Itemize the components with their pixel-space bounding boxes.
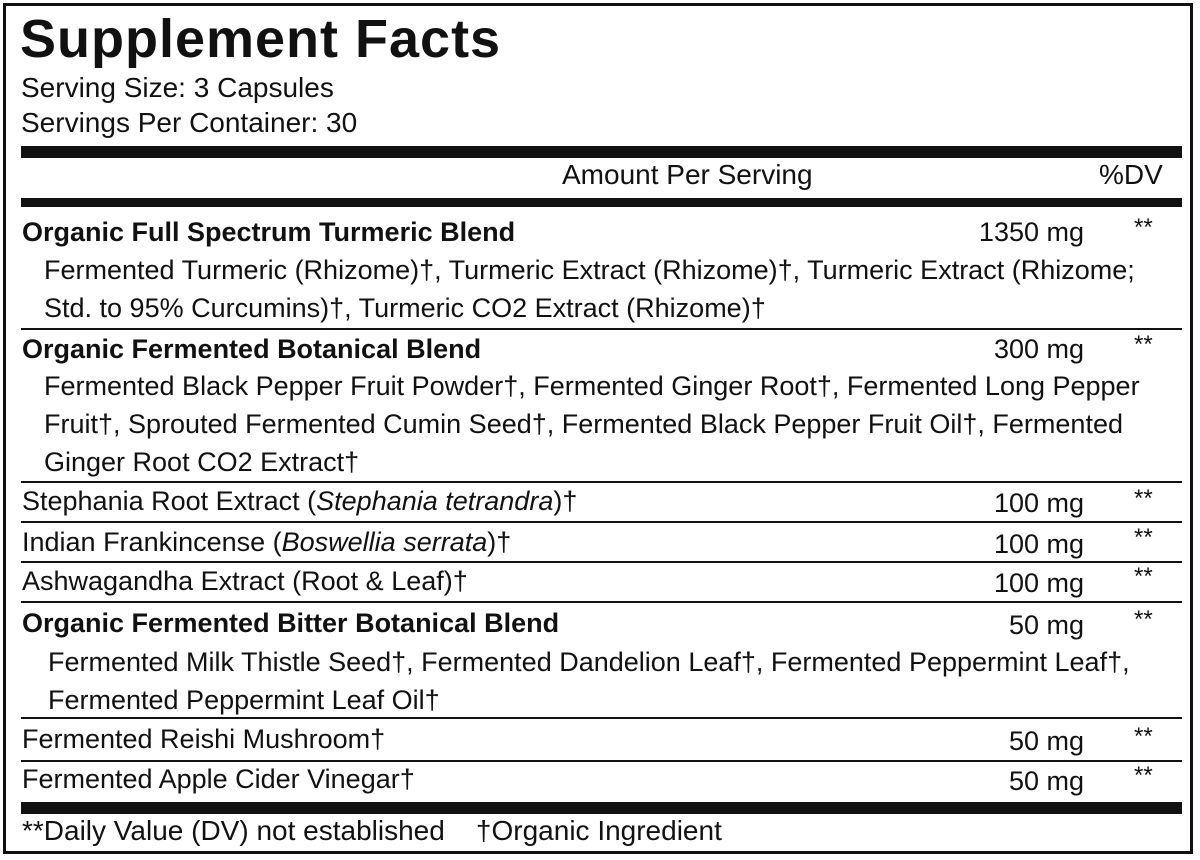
ingredient-amount: 50 mg (1008, 726, 1084, 756)
ingredient-amount: 300 mg (993, 334, 1084, 364)
ingredient-name: Organic Fermented Bitter Botanical Blend (22, 608, 560, 638)
ingredient-dv: ** (1134, 214, 1153, 241)
ingredient-amount: 100 mg (993, 568, 1084, 598)
ingredient-name-suffix: )† (553, 486, 578, 516)
ingredient-name-text: Indian Frankincense ( (22, 527, 282, 557)
serving-size: Serving Size: 3 Capsules (21, 72, 334, 103)
amount-per-serving-header: Amount Per Serving (562, 159, 813, 190)
thick-divider-top (21, 146, 1182, 158)
ingredient-dv: ** (1134, 762, 1153, 789)
ingredient-name (22, 526, 511, 558)
ingredient-name-text: Stephania Root Extract ( (22, 486, 317, 516)
row-divider (21, 521, 1182, 523)
row-divider (21, 760, 1182, 762)
servings-per-container: Servings Per Container: 30 (21, 107, 358, 138)
ingredient-latin-name: Stephania tetrandra (316, 486, 554, 516)
ingredient-amount: 50 mg (1008, 766, 1084, 796)
row-divider (21, 561, 1182, 563)
blend-components: Fermented Milk Thistle Seed†, Fermented Dandelion Leaf†, Fermented Peppermint Leaf†, Fermented Peppermint Leaf Oil† (48, 647, 1130, 715)
thick-divider-bottom (21, 802, 1182, 814)
ingredient-amount: 100 mg (993, 488, 1084, 518)
dv-header: %DV (1099, 159, 1163, 190)
row-divider (21, 328, 1182, 330)
ingredient-amount: 50 mg (1008, 610, 1084, 640)
ingredient-name (22, 485, 577, 517)
footnote: **Daily Value (DV) not established †Organic Ingredient (22, 815, 722, 846)
ingredient-dv: ** (1134, 563, 1153, 590)
ingredient-name: Ashwagandha Extract (Root & Leaf)† (22, 566, 468, 596)
ingredient-amount: 1350 mg (978, 217, 1084, 247)
blend-components: Fermented Black Pepper Fruit Powder†, Fermented Ginger Root†, Fermented Long Pepper Fruit†, Sprouted Fermented Cumin Seed†, Fermented Black Pepper Fruit Oil†, Fermented Ginger Root CO2 Extract† (44, 371, 1140, 477)
ingredient-dv: ** (1134, 606, 1153, 633)
ingredient-dv: ** (1134, 524, 1153, 551)
ingredient-dv: ** (1134, 331, 1153, 358)
ingredient-name: Fermented Reishi Mushroom† (22, 724, 386, 754)
ingredient-dv: ** (1134, 723, 1153, 750)
ingredient-name: Fermented Apple Cider Vinegar† (22, 764, 415, 794)
row-divider (21, 717, 1182, 719)
panel-title: Supplement Facts (20, 9, 502, 69)
ingredient-name: Organic Fermented Botanical Blend (22, 334, 482, 364)
row-divider (21, 481, 1182, 483)
ingredient-name-suffix: )† (487, 527, 512, 557)
ingredient-dv: ** (1134, 485, 1153, 512)
thick-divider-header (21, 198, 1182, 207)
ingredient-name: Organic Full Spectrum Turmeric Blend (22, 217, 516, 247)
ingredient-latin-name: Boswellia serrata (281, 527, 488, 557)
ingredient-amount: 100 mg (993, 529, 1084, 559)
blend-components: Fermented Turmeric (Rhizome)†, Turmeric Extract (Rhizome)†, Turmeric Extract (Rhizome; Std. to 95% Curcumins)†, Turmeric CO2 Extract (Rhizome)† (44, 255, 1135, 323)
row-divider (21, 601, 1182, 603)
